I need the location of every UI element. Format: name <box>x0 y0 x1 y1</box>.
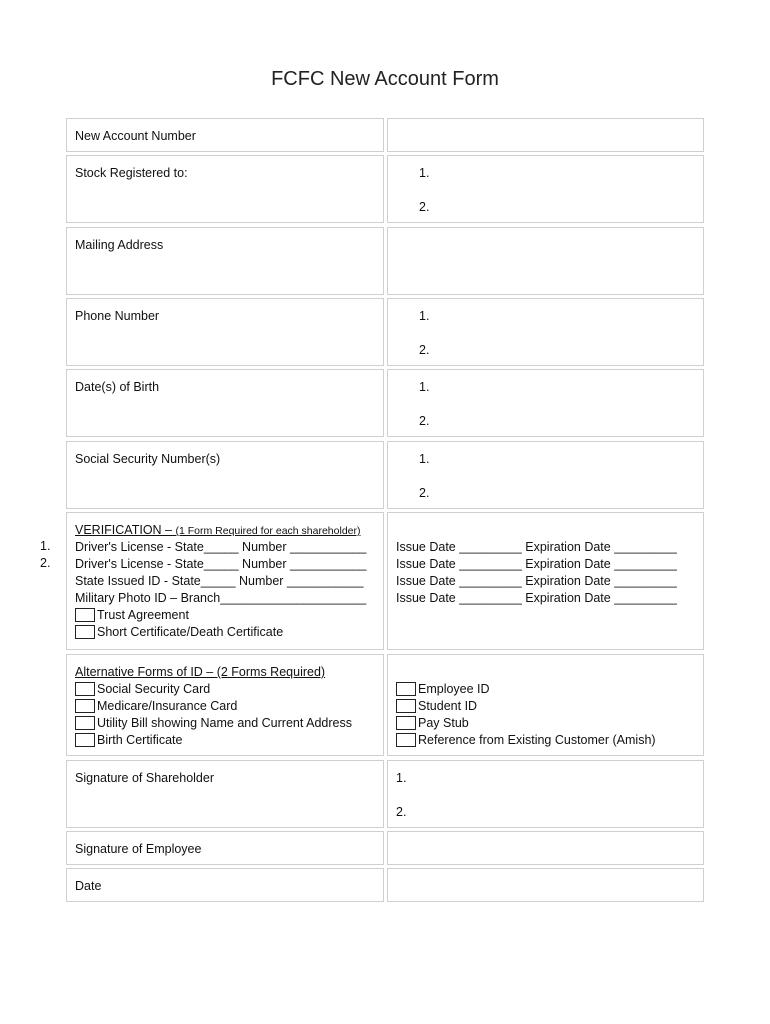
ssn-label: Social Security Number(s) <box>75 452 221 466</box>
student-id-option <box>396 699 477 713</box>
signature-shareholder-number-1: 1. <box>396 771 407 785</box>
pay-stub-checkbox[interactable] <box>396 716 416 730</box>
utility-bill-label: Utility Bill showing Name and Current Address <box>97 716 352 730</box>
date-label: Date <box>75 879 102 893</box>
stock-registered-field[interactable] <box>387 155 704 223</box>
verification-dates-line-1[interactable]: Issue Date _________ Expiration Date _________ <box>396 540 677 554</box>
social-security-card-option <box>75 682 210 696</box>
alternative-id-right-cell <box>387 654 704 756</box>
label-cell-ssn <box>66 441 384 509</box>
stock-registered-number-2: 2. <box>419 200 430 214</box>
mailing-address-label: Mailing Address <box>75 238 164 252</box>
verification-dates-line-4[interactable]: Issue Date _________ Expiration Date _________ <box>396 591 677 605</box>
ssn-number-1: 1. <box>419 452 430 466</box>
birth-certificate-checkbox[interactable] <box>75 733 95 747</box>
short-certificate-option <box>75 625 283 639</box>
verification-heading-text: VERIFICATION – <box>75 523 176 537</box>
short-certificate-checkbox[interactable] <box>75 625 95 639</box>
label-cell-dates-of-birth <box>66 369 384 437</box>
label-cell-stock-registered <box>66 155 384 223</box>
phone-number-label: Phone Number <box>75 309 160 323</box>
label-cell-date <box>66 868 384 902</box>
alternative-id-cell <box>66 654 384 756</box>
verification-outer-number-1: 1. <box>40 539 51 553</box>
label-cell-phone-number <box>66 298 384 366</box>
ssn-field[interactable] <box>387 441 704 509</box>
ssn-number-2: 2. <box>419 486 430 500</box>
medicare-card-checkbox[interactable] <box>75 699 95 713</box>
alternative-id-heading: Alternative Forms of ID – (2 Forms Required) <box>75 665 326 679</box>
verification-line-drivers-license-1: Driver's License - State_____ Number ___________ <box>75 540 367 554</box>
verification-line-military-id: Military Photo ID – Branch_____________________ <box>75 591 367 605</box>
student-id-label: Student ID <box>418 699 478 713</box>
stock-registered-label: Stock Registered to: <box>75 166 188 180</box>
pay-stub-label: Pay Stub <box>418 716 469 730</box>
new-account-number-field[interactable] <box>387 118 704 152</box>
medicare-card-option <box>75 699 237 713</box>
mailing-address-field[interactable] <box>387 227 704 295</box>
verification-heading <box>75 523 361 537</box>
birth-certificate-option <box>75 733 182 747</box>
student-id-checkbox[interactable] <box>396 699 416 713</box>
verification-dates-cell <box>387 512 704 650</box>
employee-id-checkbox[interactable] <box>396 682 416 696</box>
page-title: FCFC New Account Form <box>271 68 499 90</box>
trust-agreement-label: Trust Agreement <box>97 608 189 622</box>
dob-number-2: 2. <box>419 414 430 428</box>
social-security-card-checkbox[interactable] <box>75 682 95 696</box>
signature-employee-field[interactable] <box>387 831 704 865</box>
pay-stub-option <box>396 716 469 730</box>
verification-line-drivers-license-2: Driver's License - State_____ Number ___________ <box>75 557 367 571</box>
reference-customer-label: Reference from Existing Customer (Amish) <box>418 733 656 747</box>
verification-dates-line-2[interactable]: Issue Date _________ Expiration Date _________ <box>396 557 677 571</box>
phone-number-2: 2. <box>419 343 430 357</box>
short-certificate-label: Short Certificate/Death Certificate <box>97 625 284 639</box>
verification-outer-number-2: 2. <box>40 556 51 570</box>
social-security-card-label: Social Security Card <box>97 682 211 696</box>
dates-of-birth-label: Date(s) of Birth <box>75 380 160 394</box>
reference-customer-option <box>396 733 656 747</box>
verification-heading-note: (1 Form Required for each shareholder) <box>175 525 361 537</box>
signature-employee-label: Signature of Employee <box>75 842 202 856</box>
verification-cell <box>66 512 384 650</box>
label-cell-new-account-number <box>66 118 384 152</box>
verification-line-state-id: State Issued ID - State_____ Number ___________ <box>75 574 364 588</box>
dates-of-birth-field[interactable] <box>387 369 704 437</box>
utility-bill-checkbox[interactable] <box>75 716 95 730</box>
medicare-card-label: Medicare/Insurance Card <box>97 699 238 713</box>
label-cell-signature-employee <box>66 831 384 865</box>
employee-id-label: Employee ID <box>418 682 490 696</box>
signature-shareholder-label: Signature of Shareholder <box>75 771 214 785</box>
new-account-number-label: New Account Number <box>75 129 196 143</box>
verification-dates-line-3[interactable]: Issue Date _________ Expiration Date _________ <box>396 574 677 588</box>
trust-agreement-checkbox[interactable] <box>75 608 95 622</box>
label-cell-mailing-address <box>66 227 384 295</box>
utility-bill-option <box>75 716 352 730</box>
stock-registered-number-1: 1. <box>419 166 430 180</box>
label-cell-signature-shareholder <box>66 760 384 828</box>
signature-shareholder-field[interactable] <box>387 760 704 828</box>
reference-customer-checkbox[interactable] <box>396 733 416 747</box>
birth-certificate-label: Birth Certificate <box>97 733 183 747</box>
signature-shareholder-number-2: 2. <box>396 805 407 819</box>
phone-number-field[interactable] <box>387 298 704 366</box>
date-field[interactable] <box>387 868 704 902</box>
employee-id-option <box>396 682 490 696</box>
dob-number-1: 1. <box>419 380 430 394</box>
phone-number-1: 1. <box>419 309 430 323</box>
trust-agreement-option <box>75 608 189 622</box>
